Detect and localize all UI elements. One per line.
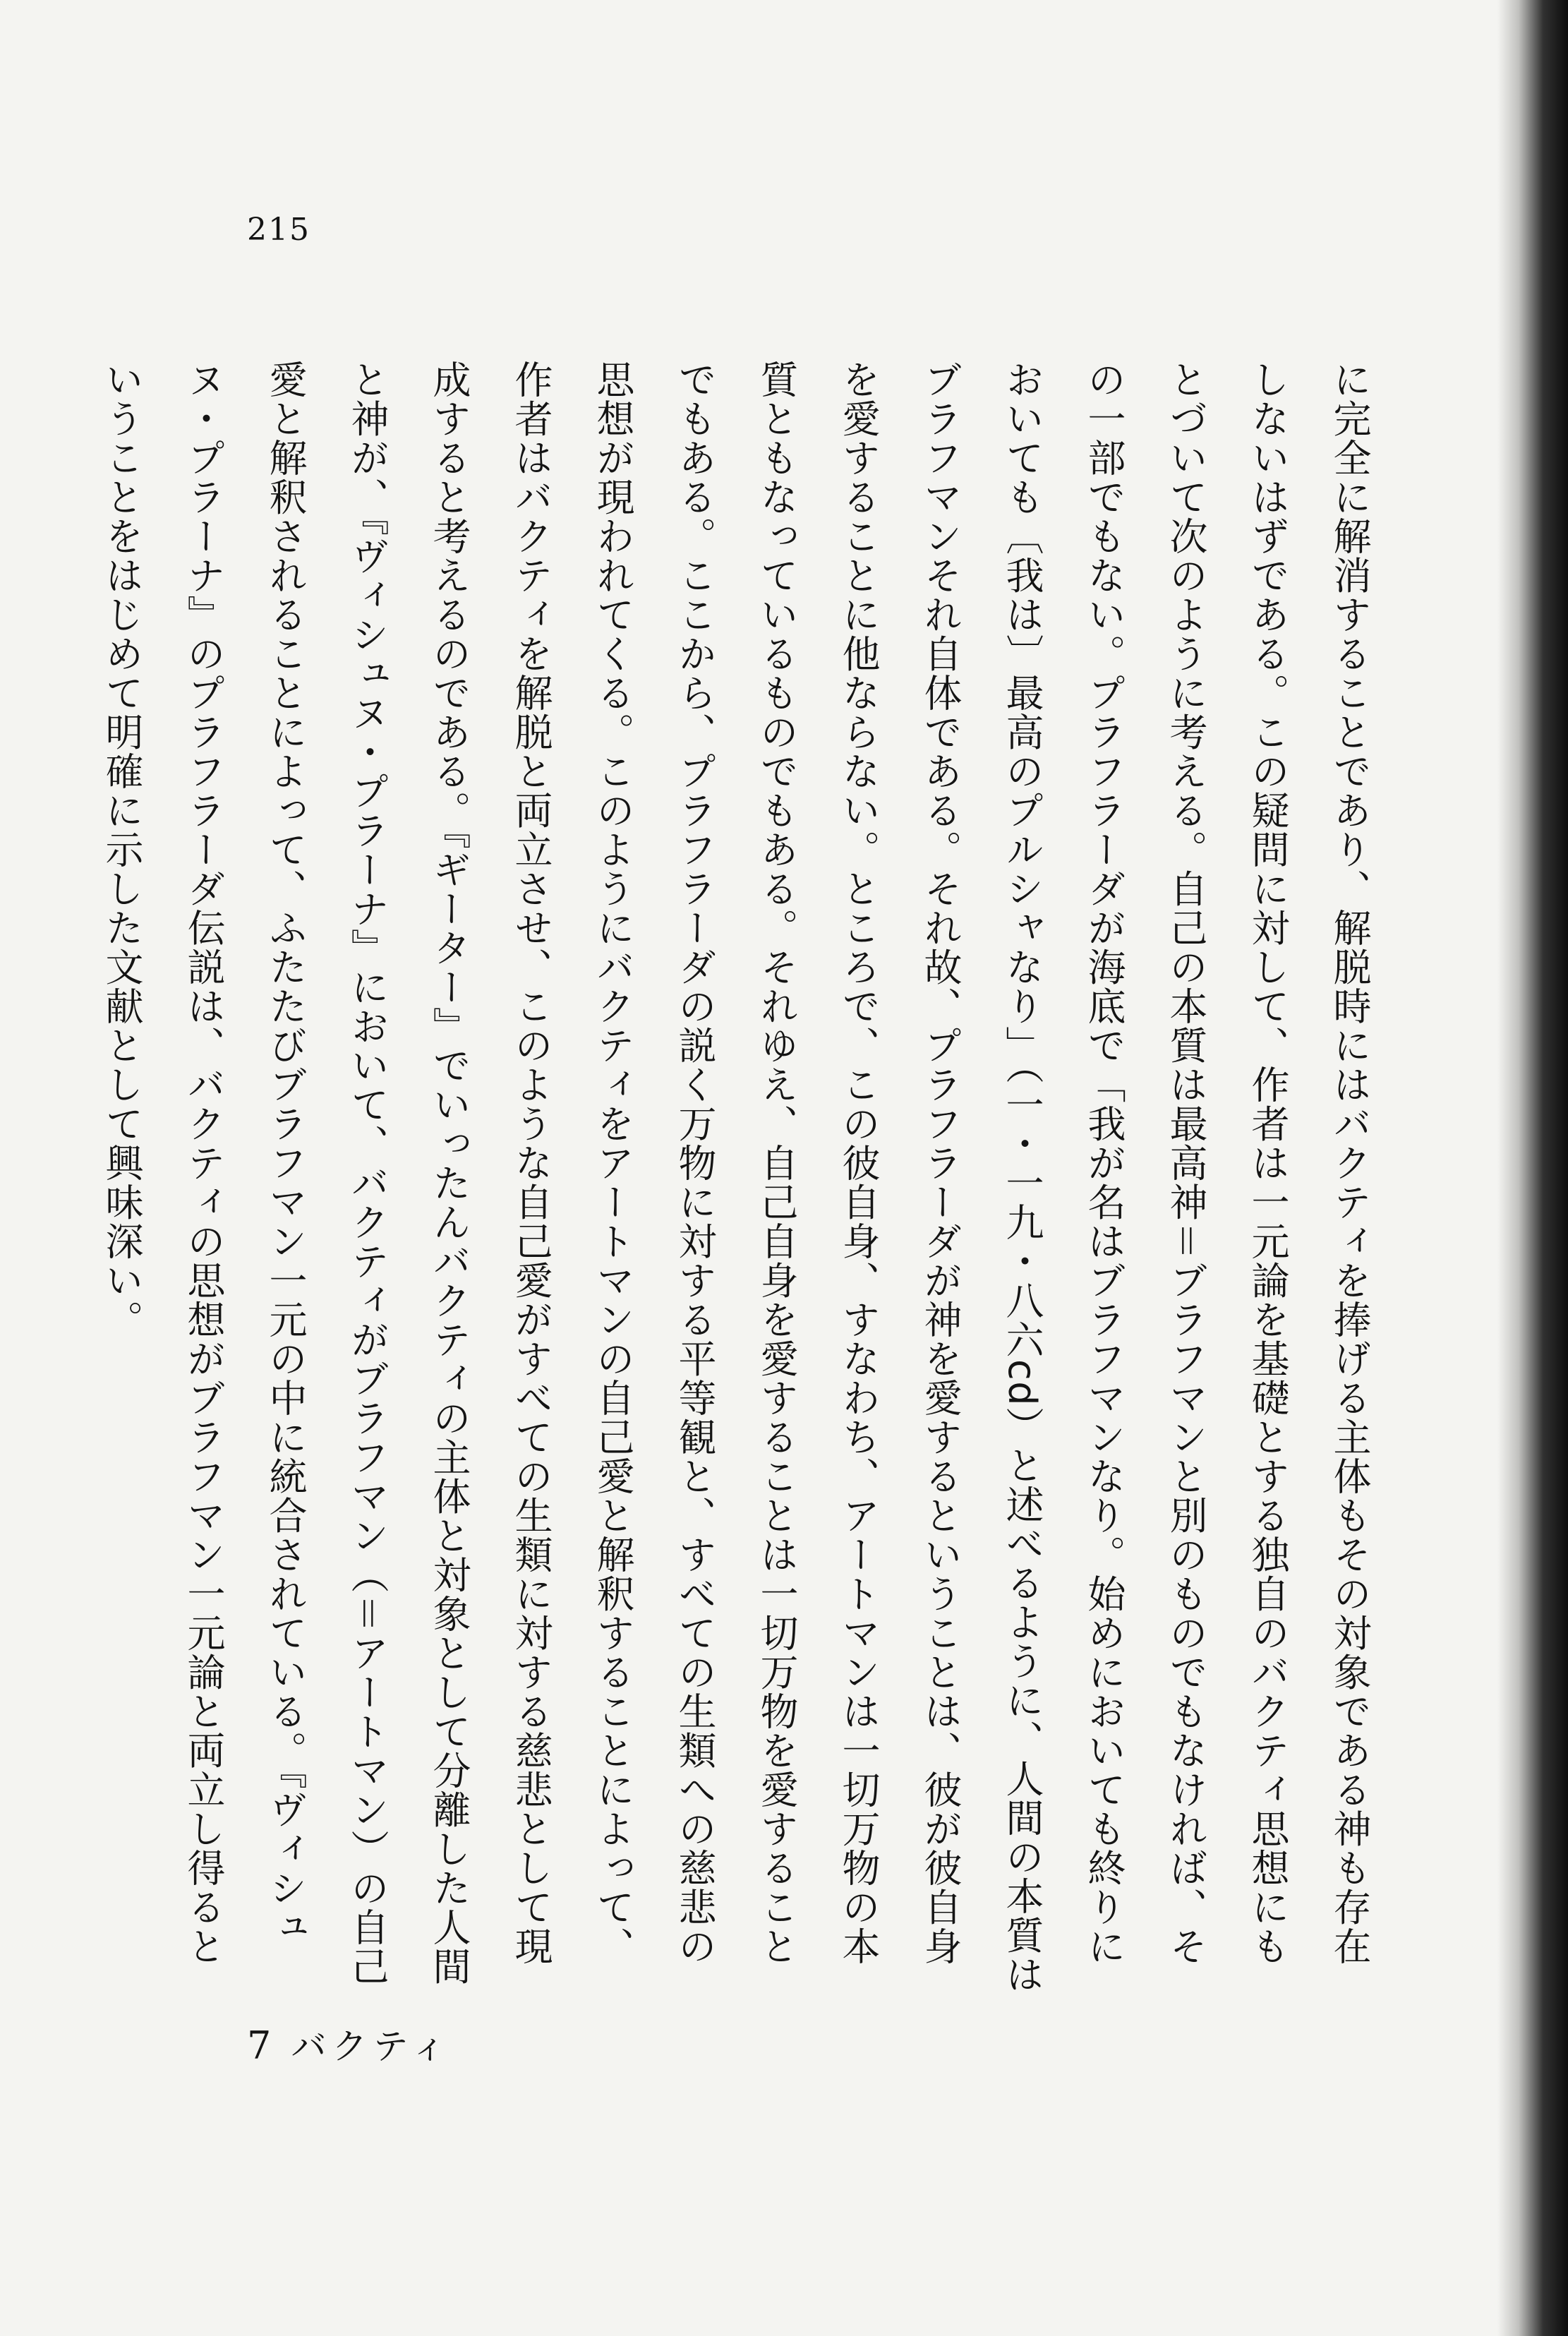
chapter-title: バクティ	[291, 2026, 452, 2067]
paragraph-bhakti-monism: に完全に解消することであり、解脱時にはバクティを捧げる主体もその対象である神も存在しないはずである。この疑問に対して、作者は一元論を基礎とする独自のバクティ思想にもとづいて次のように考える。自己の本質は最高神＝ブラフマンと別のものでもなければ、その一部でもない。プラフラーダが海底で「我が名はブラフマンなり。始めにおいても終りにおいても〔我は〕最高のプルシャなり」（一・一九・八六cd）と述べるように、人間の本質はブラフマンそれ自体である。それ故、プラフラーダが神を愛するということは、彼が彼自身を愛することに他ならない。ところで、この彼自身、すなわち、アートマンは一切万物の本質ともなっているものでもある。それゆえ、自己自身を愛することは一切万物を愛することでもある。ここから、プラフラーダの説く万物に対する平等観と、すべての生類への慈悲の思想が現われてくる。このようにバクティをアートマンの自己愛と解釈することによって、作者はバクティを解脱と両立させ、このような自己愛がすべての生類に対する慈悲として現成すると考えるのである。『ギーター』でいったんバクティの主体と対象として分離した人間と神が、『ヴィシュヌ・プラーナ』において、バクティがブラフマン（＝アートマン）の自己愛と解釈されることによって、ふたたびブラフマン一元の中に統合されている。『ヴィシュヌ・プラーナ』のプラフラーダ伝説は、バクティの思想がブラフマン一元論と両立し得るということをはじめて明確に示した文献として興味深い。	[99, 360, 1372, 1994]
page-number: 215	[247, 212, 310, 248]
section-heading	[0, 360, 80, 2004]
running-footer	[247, 2018, 452, 2069]
chapter-number: 7	[247, 2023, 272, 2068]
page-binding-shadow	[1497, 0, 1568, 2336]
body-text	[0, 360, 1390, 2004]
